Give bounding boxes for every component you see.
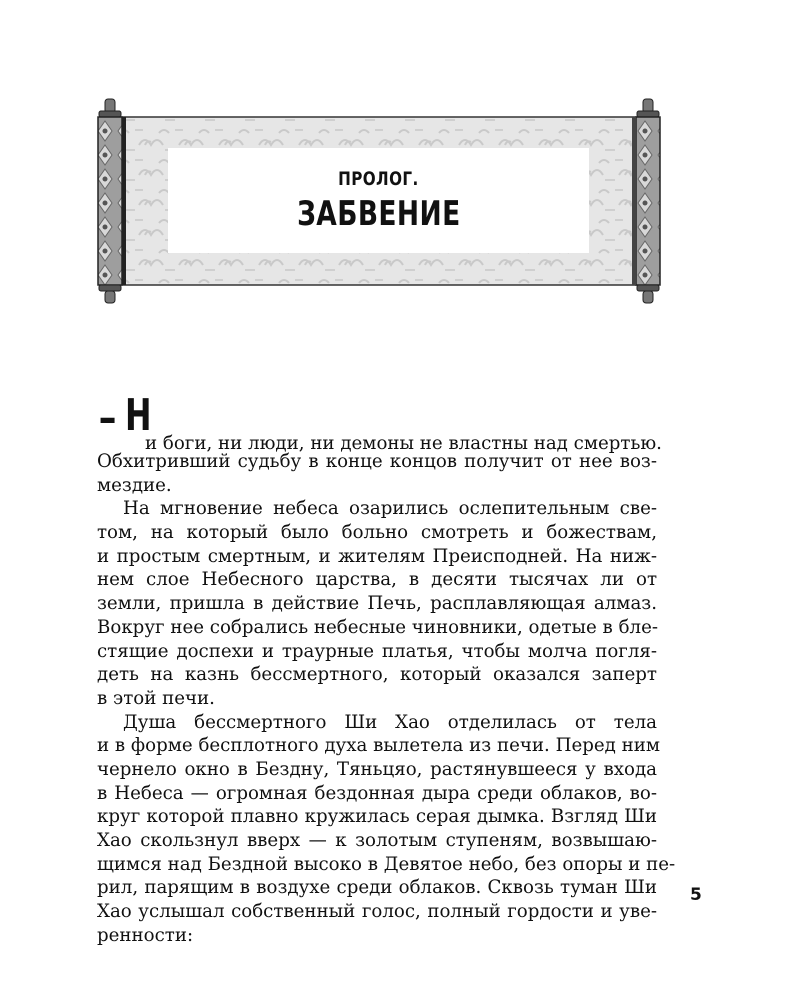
text-line: в этой печи. [97, 687, 215, 709]
text-line: Обхитривший судьбу в конце концов получит от нее воз- [97, 451, 657, 472]
chapter-label: ПРОЛОГ. [338, 167, 419, 190]
body-text [97, 390, 676, 947]
text-line: чернело окно в Бездну, Тяньцяо, растянувшееся у входа [97, 758, 657, 780]
page-number: 5 [690, 885, 702, 905]
text-line: Вокруг нее собрались небесные чиновники, одетые в бле- [97, 616, 658, 638]
text-line: щимся над Бездной высоко в Девятое небо, без опоры и пе- [97, 853, 676, 875]
text-line: земли, пришла в действие Печь, расплавляющая алмаз. [97, 593, 657, 615]
text-line: Хао услышал собственный голос, полный гордости и уве- [97, 901, 657, 923]
text-line: деть на казнь бессмертного, который оказался заперт [97, 664, 657, 686]
text-line: том, на который было больно смотреть и божествам, [97, 522, 657, 544]
drop-cap: Н [125, 390, 152, 441]
text-line: ренности: [97, 924, 194, 946]
text-line: и простым смертным, и жителям Преисподней. На ниж- [97, 545, 657, 567]
first-line-text: и боги, ни люди, ни демоны не властны над смертью. [145, 433, 662, 454]
chapter-title-box [168, 148, 589, 253]
text-line: мездие. [97, 474, 172, 496]
text-line: Душа бессмертного Ши Хао отделилась от тела [123, 711, 657, 733]
dialogue-dash: – [98, 393, 117, 442]
text-line: в Небеса — огромная бездонная дыра среди облаков, во- [97, 782, 657, 804]
chapter-scroll-banner [95, 95, 663, 307]
text-line: На мгновение небеса озарились ослепительным све- [123, 498, 657, 520]
text-line: круг которой плавно кружилась серая дымка. Взгляд Ши [97, 806, 657, 828]
text-line: и в форме бесплотного духа вылетела из печи. Перед ним [97, 735, 660, 757]
first-line [97, 390, 662, 454]
text-line: рил, парящим в воздухе среди облаков. Сквозь туман Ши [97, 877, 657, 899]
text-line: Хао скользнул вверх — к золотым ступеням, возвышаю- [97, 830, 657, 851]
text-line: стящие доспехи и траурные платья, чтобы молча погля- [97, 640, 657, 662]
chapter-title: ЗАБВЕНИЕ [296, 193, 461, 234]
text-line: нем слое Небесного царства, в десяти тысячах ли от [97, 569, 657, 591]
